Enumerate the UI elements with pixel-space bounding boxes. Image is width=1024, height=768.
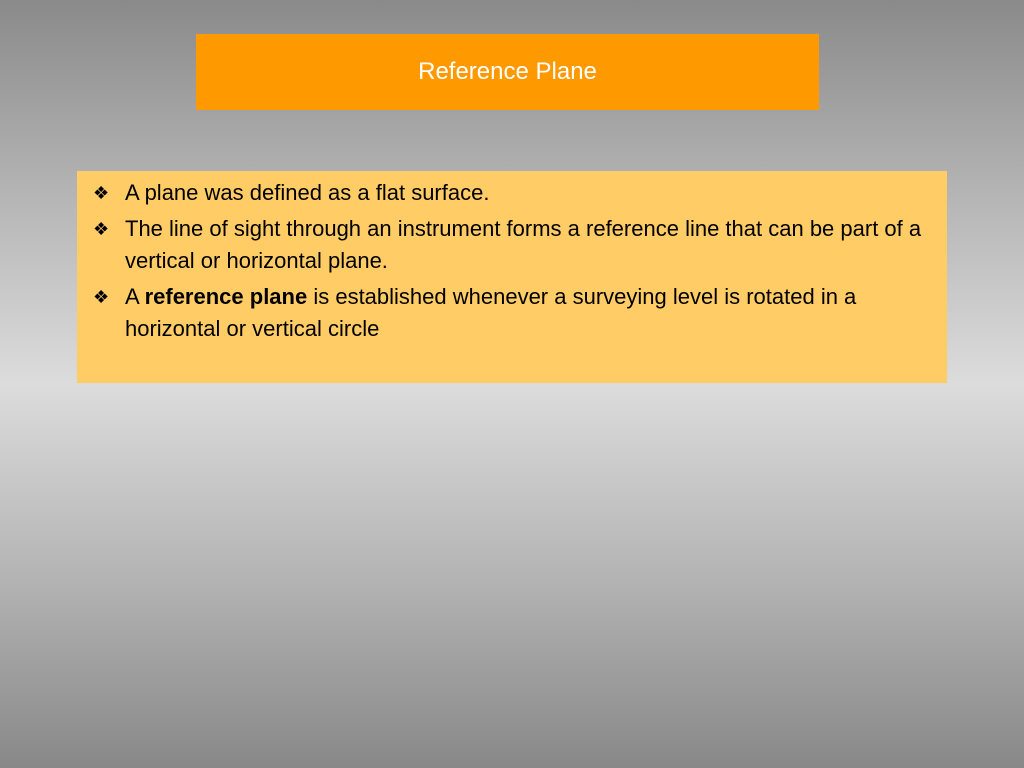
bullet-text-suffix: is established whenever a surveying level is rotated in a horizontal or vertical circle [125,284,857,341]
bullet-text: A plane was defined as a flat surface. [125,180,490,205]
bullet-item [91,177,933,209]
diamond-bullet-icon: ❖ [93,219,110,239]
diamond-bullet-icon: ❖ [93,287,110,307]
bullet-bold-term: reference plane [144,284,308,309]
slide-title: Reference Plane [418,58,597,85]
bullet-text-prefix: A [125,284,145,309]
bullet-content-box [77,171,947,383]
slide-title-banner [196,34,819,110]
diamond-bullet-icon: ❖ [93,183,110,203]
bullet-item [91,213,933,277]
bullet-list [91,177,933,345]
bullet-text: The line of sight through an instrument forms a reference line that can be part of a vertical or horizontal plane. [125,216,922,273]
bullet-item [91,281,933,345]
